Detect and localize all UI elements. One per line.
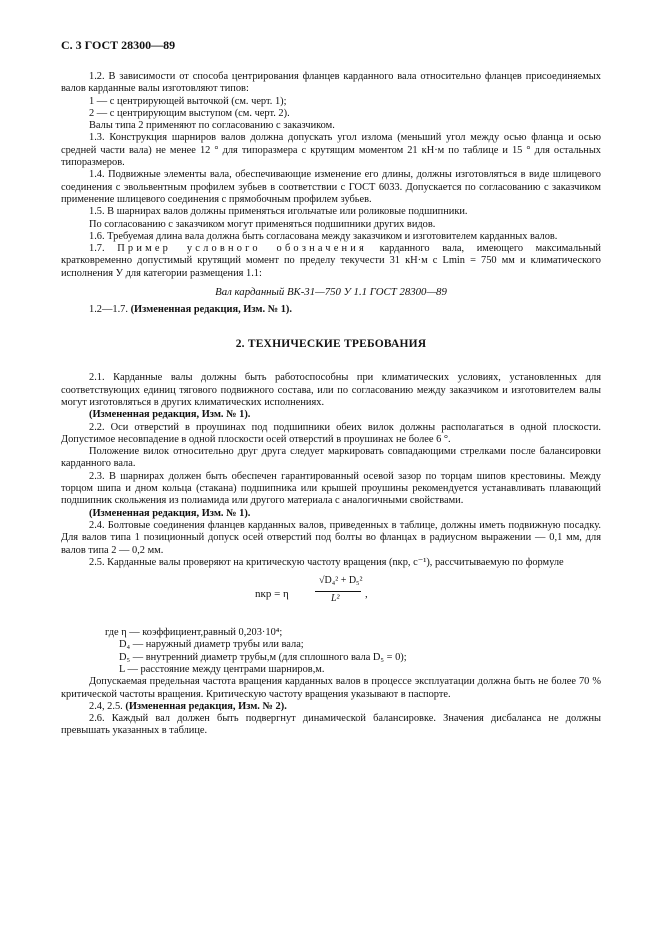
paragraph-1-7-spaced: Пример условного обозначения (117, 243, 368, 255)
paragraph-2-3: 2.3. В шарнирах должен быть обеспечен гарантированный осевой зазор по торцам шипов крестовины. Между торцом шипа и дном кольца (стакана) подшипника или крышей проушины рекомендуется устанавливать плавающий подшипник скольжения из полиамида или другого материала с аналогичными свойствами. (61, 470, 601, 507)
paragraph-1-7-rest: карданного вала, имеющего максимальный кратковременно допустимый крутящий момент по пределу текучести 31 кН·м с Lmin = 750 мм и климатического исполнения У для категории размещения 1.1: (61, 243, 601, 279)
paragraph-1-5-note: По согласованию с заказчиком могут применяться подшипники других видов. (89, 218, 436, 230)
definition-d4: D₄ — наружный диаметр трубы или вала; (119, 639, 304, 651)
paragraph-2-6: 2.6. Каждый вал должен быть подвергнут динамической балансировке. Значения дисбаланса не должны превышать указанных в таблице. (61, 713, 601, 737)
formula-denominator: L² (331, 593, 340, 605)
paragraph-1-6: 1.6. Требуемая длина вала должна быть согласована между заказчиком и изготовителем карданных валов. (89, 230, 558, 242)
paragraph-2-1: 2.1. Карданные валы должны быть работоспособны при климатических условиях, установленных для соответствующих единиц тягового подвижного состава, или по согласованию между заказчиком и изготовителем валы могут изготовляться в других климатических исполнениях. (61, 372, 601, 408)
paragraph-1-5: 1.5. В шарнирах валов должны применяться игольчатые или роликовые подшипники. (89, 206, 468, 218)
page-header: С. 3 ГОСТ 28300—89 (61, 38, 176, 52)
change-note-2 (61, 701, 601, 713)
paragraph-1-4: 1.4. Подвижные элементы вала, обеспечивающие изменение его длины, должны изготовляться в виде шлицевого соединения с эвольвентным профилем зубьев в соответствии с ГОСТ 6033. Допускается по согласованию с заказчиком применение шлицевого соединения с прямобочным профилем зубьев. (61, 169, 601, 205)
section-title: 2. ТЕХНИЧЕСКИЕ ТРЕБОВАНИЯ (235, 338, 427, 351)
formula-tail: , (365, 588, 368, 601)
paragraph-2-2-b: Положение вилок относительно друг друга следует маркировать совпадающими стрелками после балансировки карданного вала. (61, 446, 601, 470)
list-item-type-1: 1 — с центрирующей выточкой (см. черт. 1); (89, 95, 287, 107)
paragraph-2-2: 2.2. Оси отверстий в проушинах под подшипники обеих вилок должны располагаться в одной плоскости. Допустимое несовпадение в одной плоскости осей отверстий в проушинах не более 6 °. (61, 421, 601, 445)
paragraph-1-7-label: 1.7. (89, 243, 105, 255)
paragraph-1-2: 1.2. В зависимости от способа центрирования фланцев карданного вала относительно фланцев присоединяемых валов карданные валы изготовляют типов: (61, 71, 601, 95)
paragraph-1-3: 1.3. Конструкция шарниров валов должна допускать угол излома (меньший угол между осью фланца и осью средней части вала) не менее 12 ° для типоразмера с крутящим моментом 21 кН·м по таблице и 15 ° для остальных типоразмеров. (61, 132, 601, 169)
paragraph-2-3-change: (Измененная редакция, Изм. № 1). (89, 507, 251, 519)
paragraph-2-4: 2.4. Болтовые соединения фланцев карданных валов, приведенных в таблице, должны иметь подвижную посадку. Для валов типа 1 позиционный допуск осей отверстий под болты во фланцах в радиусном выражении — 0,1 мм, для валов типа 2 — 0,2 мм. (61, 519, 601, 556)
paragraph-2-5: 2.5. Карданные валы проверяют на критическую частоту вращения (nкр, с⁻¹), рассчитываемую по формуле (89, 556, 564, 568)
paragraph-2-5-b: Допускаемая предельная частота вращения карданных валов в процессе эксплуатации должна быть не более 70 % критической частоты вращения. Критическую частоту вращения указывают в паспорте. (61, 676, 601, 700)
definition-eta: где η — коэффициент,равный 0,203·10⁴; (105, 627, 283, 639)
definition-d5: D₅ — внутренний диаметр трубы,м (для сплошного вала D₅ = 0); (119, 651, 407, 663)
change-note-1 (61, 304, 601, 316)
list-item-type-2: 2 — с центрирующим выступом (см. черт. 2). (89, 107, 290, 119)
formula-numerator: √D₄² + D₅² (319, 575, 363, 587)
formula-lhs: nкр = η (255, 588, 289, 601)
formula-fraction-bar (315, 591, 361, 592)
document-page (61, 38, 601, 738)
change-note-1-text: (Измененная редакция, Изм. № 1). (130, 304, 292, 316)
designation-example: Вал карданный ВК-31—750 У 1.1 ГОСТ 28300—89 (215, 286, 447, 299)
paragraph-1-7 (61, 243, 601, 280)
change-note-1-prefix: 1.2—1.7. (89, 304, 128, 316)
definition-l: L — расстояние между центрами шарниров,м. (119, 663, 325, 675)
paragraph-2-1-change: (Измененная редакция, Изм. № 1). (89, 409, 251, 421)
critical-speed-formula (61, 573, 601, 621)
change-note-2-text: (Измененная редакция, Изм. № 2). (125, 700, 287, 712)
paragraph-type-2-note: Валы типа 2 применяют по согласованию с заказчиком. (89, 120, 335, 132)
change-note-2-prefix: 2.4, 2.5. (89, 700, 123, 712)
